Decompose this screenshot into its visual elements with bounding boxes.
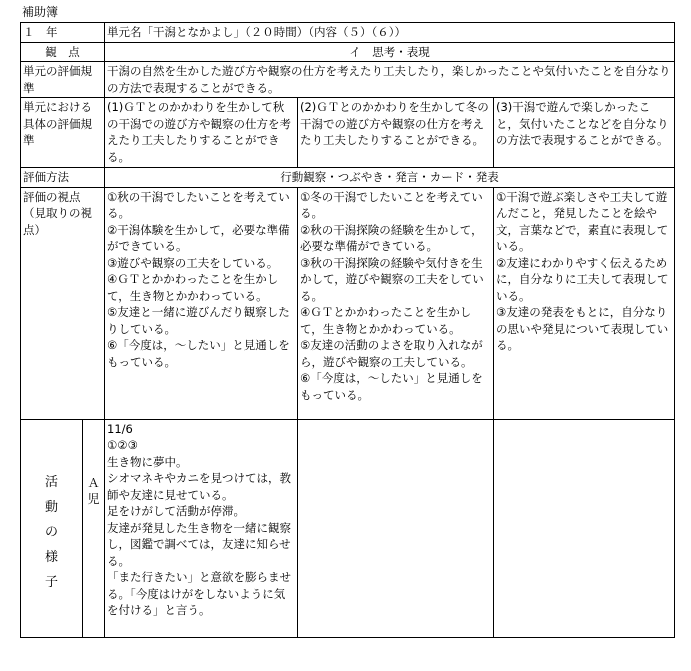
specific-criteria-label: 単元における具体の評価規準	[21, 98, 105, 168]
method-label: 評価方法	[21, 168, 105, 188]
evaluation-table	[20, 22, 675, 638]
perspective-item: ①秋の干潟でしたいことを考えている。	[107, 189, 290, 220]
activity-notes-col-2	[298, 419, 494, 637]
perspective-item: ②干潟体験を生かして，必要な準備ができている。	[107, 222, 290, 253]
criteria-row	[21, 62, 675, 98]
specific-criteria-col-3: (3)干潟で遊んで楽しかったこと，気付いたことなどを自分なりの方法で表現することができる。	[494, 98, 675, 168]
specific-criteria-col-2: (2)ＧＴとのかかわりを生かして冬の干潟での遊び方や観察の仕方を考えたり工夫したりすることができる。	[298, 98, 494, 168]
activity-note: シオマネキやカニを見つけては，教師や友達に見せている。	[107, 471, 291, 502]
activity-notes-col-1	[105, 419, 298, 637]
activity-marks: ①②③	[107, 438, 138, 452]
perspective-item: ④ＧＴとかかわったことを生かして，生き物とかかわっている。	[300, 305, 472, 336]
perspective-item: ⑥「今度は，～したい」と見通しをもっている。	[107, 338, 290, 369]
activity-note: 足をけがして活動が停滞。	[107, 504, 245, 518]
perspective-item: ②友達にわかりやすく伝えるために，自分なりに工夫して表現している。	[496, 255, 669, 303]
activity-label-char: 動	[44, 500, 58, 515]
activity-row	[21, 419, 675, 637]
perspective-col-2	[298, 187, 494, 419]
method-row	[21, 168, 675, 188]
activity-label-char: 様	[44, 550, 58, 565]
specific-criteria-row	[21, 98, 675, 168]
activity-label-char: 活	[44, 475, 58, 490]
student-name: Ａ児	[83, 419, 105, 637]
activity-notes-col-3	[494, 419, 675, 637]
perspective-item: ③秋の干潟探険の経験や気付きを生かして，遊びや観察の工夫をしている。	[300, 255, 484, 303]
criteria-label: 単元の評価規準	[21, 62, 105, 98]
activity-note: 友達が発見した生き物を一緒に観察し，図鑑で調べては，友達に知らせる。	[107, 520, 291, 568]
perspective-col-3	[494, 187, 675, 419]
perspective-label: 評価の視点（見取りの視点）	[21, 187, 105, 419]
perspective-item: ⑥「今度は，～したい」と見通しをもっている。	[300, 371, 483, 402]
perspective-row	[21, 187, 675, 419]
grade-cell: １ 年	[21, 23, 105, 43]
activity-note: 「また行きたい」と意欲を膨らませる。「今度はけがをしないように気を付ける」と言う。	[107, 570, 291, 617]
viewpoint-row	[21, 42, 675, 62]
perspective-item: ③友達の発表をもとに，自分なりの思いや発見について表現している。	[496, 305, 669, 352]
viewpoint-value: イ 思考・表現	[105, 42, 675, 62]
method-value: 行動観察・つぶやき・発言・カード・発表	[105, 168, 675, 188]
activity-date: 11/6	[107, 421, 133, 436]
perspective-col-1	[105, 187, 298, 419]
perspective-item: ⑤友達と一緒に遊びんだり観察したりしている。	[107, 305, 290, 336]
viewpoint-label: 観 点	[21, 42, 105, 62]
criteria-value: 干潟の自然を生かした遊び方や観察の仕方を考えたり工夫したり，楽しかったことや気付いたことを自分なりの方法で表現することができる。	[105, 62, 675, 98]
header-row	[21, 23, 675, 43]
specific-criteria-col-1: (1)ＧＴとのかかわりを生かして秋の干潟での遊び方や観察の仕方を考えたり工夫したりすることができる。	[105, 98, 298, 168]
activity-label-char: 子	[44, 575, 58, 590]
activity-label-char: の	[44, 525, 58, 540]
perspective-item: ④ＧＴとかかわったことを生かして，生き物とかかわっている。	[107, 272, 279, 303]
perspective-item: ①干潟で遊ぶ楽しさや工夫して遊んだこと，発見したことを絵や文，言葉などで，素直に表現している。	[496, 189, 669, 253]
perspective-item: ③遊びや観察の工夫をしている。	[107, 255, 279, 270]
caption: 補助簿	[22, 5, 59, 19]
perspective-item: ②秋の干潟探険の経験を生かして，必要な準備ができている。	[300, 222, 483, 253]
activity-note: 生き物に夢中。	[107, 454, 188, 469]
unit-title-cell: 単元名「干潟となかよし」（２０時間）（内容（５）（６））	[105, 23, 675, 43]
perspective-item: ①冬の干潟でしたいことを考えている。	[300, 189, 483, 220]
perspective-item: ⑤友達の活動のよさを取り入れながら，遊びや観察の工夫している。	[300, 338, 483, 369]
activity-label	[21, 419, 83, 637]
